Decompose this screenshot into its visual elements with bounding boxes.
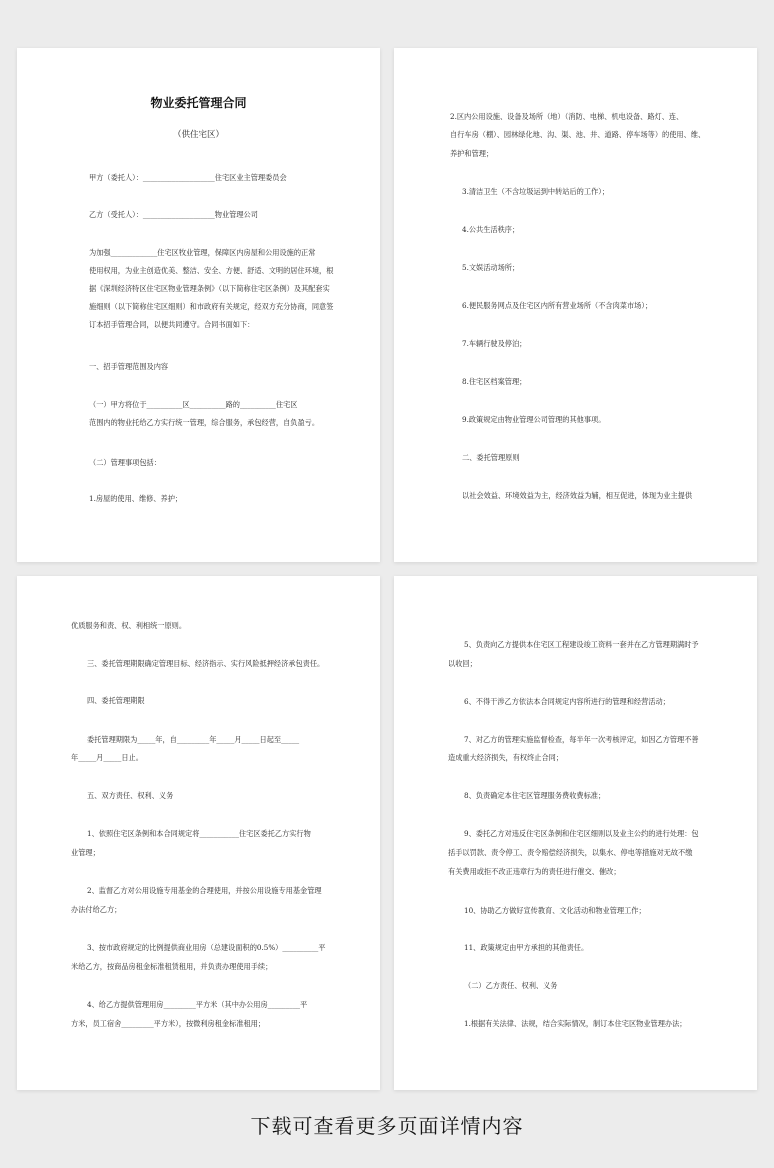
text-line: 3.清洁卫生（不含垃圾运到中转站后的工作）； <box>462 187 610 196</box>
text-line: 2、监督乙方对公用设施专用基金的合理使用，并按公用设施专用基金管理 <box>87 886 322 895</box>
text-line: 甲方（委托人）：____________________住宅区业主管理委员会 <box>89 173 287 182</box>
text-line: 养护和管理； <box>450 149 494 158</box>
text-line: 1、依照住宅区条例和本合同规定将___________住宅区委托乙方实行物 <box>87 829 311 838</box>
text-line: 以收回； <box>448 659 477 668</box>
text-line: 7、对乙方的管理实施监督检查，每半年一次考核评定，如因乙方管理不善 <box>464 735 699 744</box>
text-line: 2.区内公用设施、设备及场所（地）（消防、电梯、机电设备、路灯、连、 <box>450 112 684 121</box>
text-line: 造成重大经济损失，有权终止合同； <box>448 753 564 762</box>
document-page-2 <box>394 48 757 562</box>
text-line: 三、委托管理期限确定管理目标、经济指示、实行风险抵押经济承包责任。 <box>87 659 325 668</box>
text-line: 5、负责向乙方提供本住宅区工程建设竣工资料一套并在乙方管理期满时予 <box>464 640 699 649</box>
document-page-4 <box>394 576 757 1090</box>
text-line: 订本招手管理合同，以便共同遵守。合同书面如下： <box>89 320 255 329</box>
text-line: 年_____月_____日止。 <box>71 753 143 762</box>
text-line: 4、给乙方提供管理用房_________平方米（其中办公用房_________平 <box>87 1000 308 1009</box>
text-line: 6、不得干涉乙方依法本合同规定内容所进行的管理和经营活动； <box>464 697 670 706</box>
text-line: 8、负责确定本住宅区管理服务费收费标准； <box>464 791 606 800</box>
document-page-3 <box>17 576 380 1090</box>
text-line: 乙方（受托人）：____________________物业管理公司 <box>89 210 258 219</box>
contract-subtitle: （供住宅区） <box>172 130 224 140</box>
text-line: 7.车辆行驶及停泊； <box>462 339 527 348</box>
document-page-1 <box>17 48 380 562</box>
text-line: 有关费用或拒不改正违章行为的责任进行催交、催改； <box>448 867 621 876</box>
section-heading: （二）乙方责任、权利、义务 <box>464 981 558 990</box>
text-line: 范围内的物业托给乙方实行统一管理，综合服务，承包经营，自负盈亏。 <box>89 418 320 427</box>
contract-title: 物业委托管理合同 <box>150 96 247 110</box>
text-line: 米给乙方，按商品房租金标准租赁租用，并负责办理使用手续； <box>71 962 273 971</box>
text-line: 1.房屋的使用、维修、养护； <box>89 494 183 503</box>
text-line: 5.文娱活动场所； <box>462 263 520 272</box>
text-line: 据《深圳经济特区住宅区物业管理条例》（以下简称住宅区条例）及其配套实 <box>89 284 330 293</box>
text-line: 施细则（以下简称住宅区细则）和市政府有关规定，经双方充分协商，同意签 <box>89 302 334 311</box>
text-line: 为加强_____________住宅区牧业管理，保障区内房屋和公用设施的正常 <box>89 248 316 257</box>
section-heading: 五、双方责任、权利、义务 <box>87 791 174 800</box>
text-line: 11、政策规定由甲方承担的其他责任。 <box>464 943 589 952</box>
text-line: 优质服务和责、权、利相统一原则。 <box>71 621 187 630</box>
text-line: 10、协助乙方做好宣传教育、文化活动和物业管理工作； <box>464 906 646 915</box>
text-line: 办法付给乙方； <box>71 905 122 914</box>
text-line: 6.便民服务网点及住宅区内所有营业场所（不含肉菜市场）； <box>462 301 653 310</box>
text-line: 方米，员工宿舍_________平方米），按微利房租金标准租用； <box>71 1019 266 1028</box>
text-line: （二）管理事项包括： <box>89 458 161 467</box>
text-line: 1.根据有关法律、法规，结合实际情况，制订本住宅区物业管理办法； <box>464 1019 687 1028</box>
section-heading: 一、招手管理范围及内容 <box>89 362 169 371</box>
text-line: 业管理； <box>71 848 100 857</box>
text-line: 以社会效益、环境效益为主，经济效益为辅，相互促进，体现为业主提供 <box>462 491 693 500</box>
text-line: （一）甲方将位于__________区__________路的__________住宅区 <box>89 400 298 409</box>
text-line: 委托管理期限为_____年，自_________年_____月_____日起至_____ <box>87 735 300 744</box>
download-more-caption: 下载可查看更多页面详情内容 <box>250 1114 524 1138</box>
text-line: 8.住宅区档案管理； <box>462 377 527 386</box>
text-line: 使用权用，为业主创造优美、整洁、安全、方便、舒适、文明的居住环境，根 <box>89 266 334 275</box>
section-heading: 二、委托管理原则 <box>462 453 520 462</box>
section-heading: 四、委托管理期限 <box>87 696 145 705</box>
text-line: 括手以罚款、责令停工、责令赔偿经济损失，以集水、停电等措施对无故不缴 <box>448 848 693 857</box>
text-line: 9.政策规定由物业管理公司管理的其他事项。 <box>462 415 606 424</box>
text-line: 自行车房（棚）、园林绿化地、沟、渠、池、井、道路、停车场等）的使用、维、 <box>450 130 706 139</box>
text-line: 3、按市政府规定的比例提供商业用房（总建设面积的0.5%）__________平 <box>87 943 326 952</box>
text-line: 9、委托乙方对违反住宅区条例和住宅区细则以及业主公约的进行处理：包 <box>464 829 699 838</box>
text-line: 4.公共生活秩序； <box>462 225 520 234</box>
